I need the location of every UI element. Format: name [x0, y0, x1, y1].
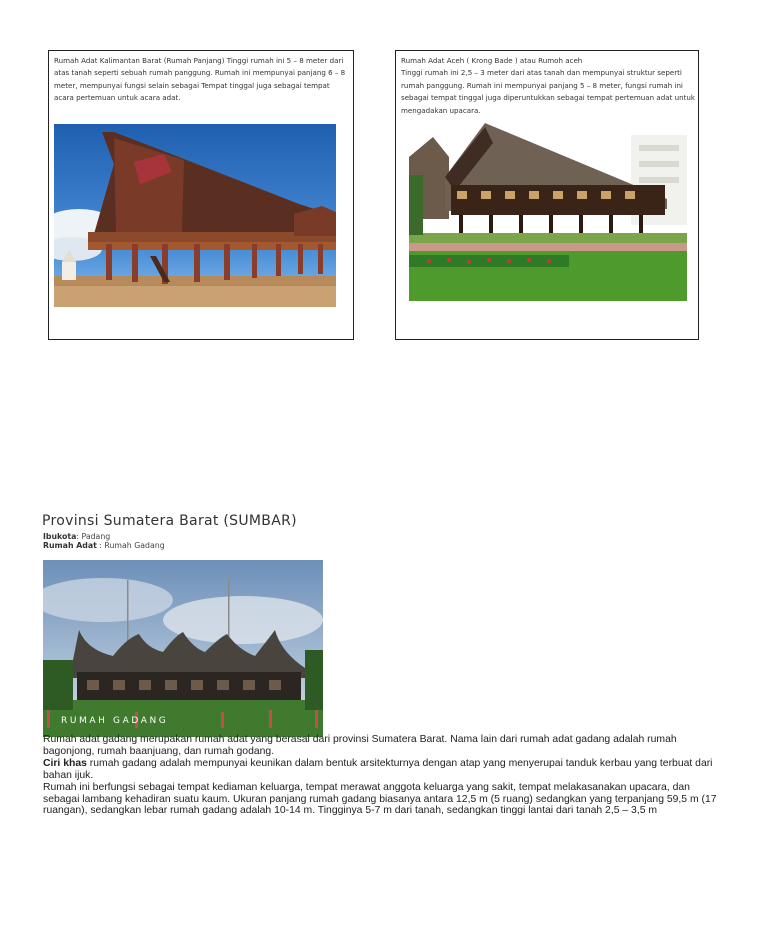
card-kalimantan-barat [48, 50, 354, 340]
characteristics-label: Ciri khas [43, 757, 87, 769]
house-label: Rumah Adat [43, 541, 97, 550]
krong-bade-photo [409, 115, 687, 301]
characteristics-text: rumah gadang adalah mempunyai keunikan dalam bentuk arsitekturnya dengan atap yang menyerupai tanduk kerbau yang terbuat dari bahan ijuk. [43, 757, 713, 781]
photo-caption: RUMAH GADANG [61, 716, 169, 726]
house-value: Rumah Gadang [104, 541, 165, 550]
house-separator: : [96, 541, 105, 550]
paragraph-intro: Rumah adat gadang merupakan rumah adat yang berasal dari provinsi Sumatera Barat. Nama lain dari rumah adat gadang adalah rumah bagonjong, rumah baanjuang, dan rumah godang. [43, 734, 677, 757]
capital-separator: : [76, 532, 82, 541]
card-aceh-description: Tinggi rumah ini 2,5 – 3 meter dari atas tanah dan mempunyai struktur seperti rumah panggung. Rumah ini mempunyai panjang 5 – 8 meter, fungsi rumah ini sebagai tempat tinggal juga diperuntukkan sebagai tempat pertemuan adat untuk mengadakan upacara. [401, 68, 696, 115]
paragraph-characteristics [43, 758, 723, 782]
paragraph-function: Rumah ini berfungsi sebagai tempat kediaman keluarga, tempat merawat anggota keluarga yang sakit, tempat melakasanakan upacara, dan sebagai lambang kehadiran suatu kaum. Ukuran panjang rumah gadang biasanya antara 12,5 m (5 ruang) sedangkan yang terpanjang 59,5 m (17 ruangan), sedangkan lebar rumah gadang adalah 10-14 m. Tingginya 5-7 m dari tanah, sedangkan tinggi lantai dari tanah 2,5 – 3,5 m [43, 781, 717, 817]
rumah-panjang-photo [54, 124, 336, 307]
capital-value: Padang [81, 532, 111, 541]
rumah-gadang-photo [43, 560, 323, 737]
capital-line [43, 532, 110, 541]
card-aceh-title: Rumah Adat Aceh ( Krong Bade ) atau Rumoh aceh [401, 56, 583, 65]
card-kalimantan-description: Rumah Adat Kalimantan Barat (Rumah Panjang) Tinggi rumah ini 5 – 8 meter dari atas tanah seperti sebuah rumah panggung. Rumah ini mempunyai panjang 6 – 8 meter, mempunyai fungsi selain sebagai Tempat tinggal juga sebagai tempat acara pertemuan untuk acara adat. [54, 56, 346, 103]
body-text [43, 734, 723, 817]
traditional-house-line [43, 541, 165, 550]
card-aceh [395, 50, 699, 340]
capital-label: Ibukota [43, 532, 77, 541]
section-title: Provinsi Sumatera Barat (SUMBAR) [42, 513, 297, 529]
